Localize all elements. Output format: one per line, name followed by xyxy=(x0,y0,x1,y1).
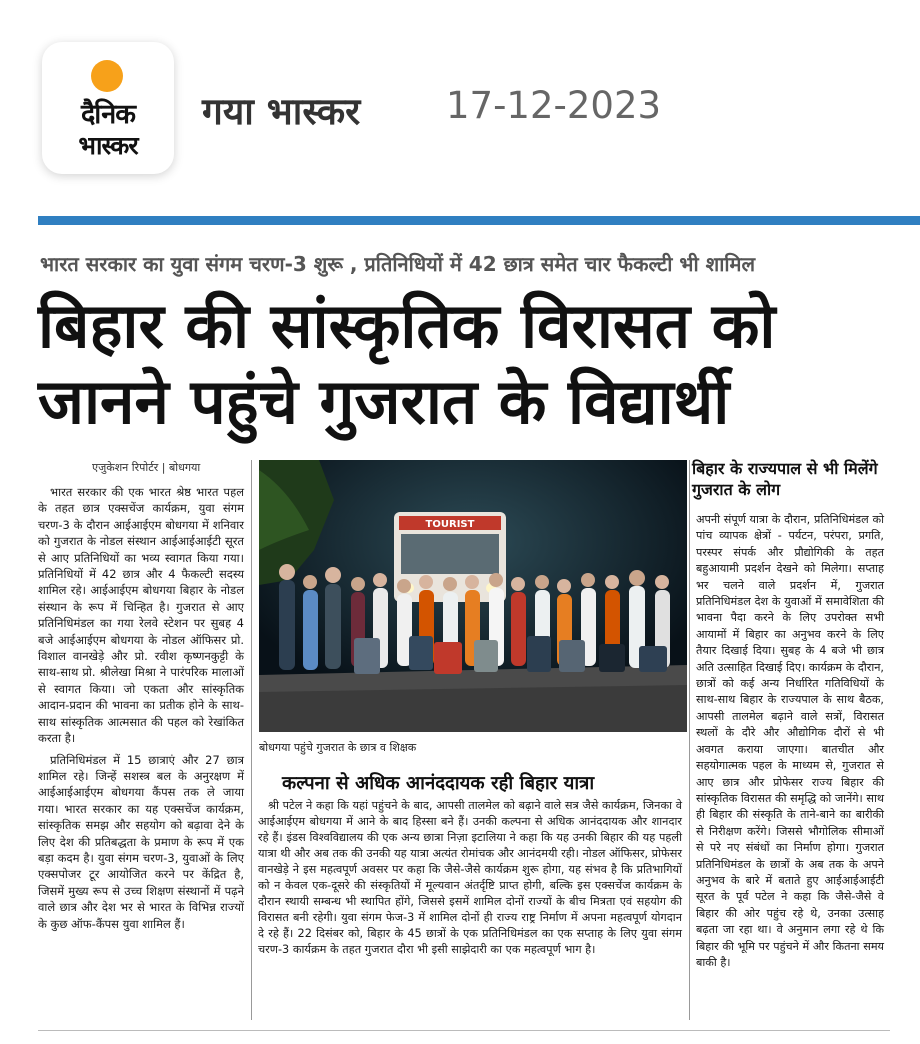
logo-line-1: दैनिक xyxy=(80,99,136,130)
bus-sign: TOURIST xyxy=(425,519,475,530)
byline: एजुकेशन रिपोर्टर | बोधगया xyxy=(92,461,201,474)
edition-date: 17-12-2023 xyxy=(446,84,662,127)
story3-paragraph: अपनी संपूर्ण यात्रा के दौरान, प्रतिनिधिमंडल को पांच व्यापक क्षेत्रों - पर्यटन, परंपरा, प्रगति, परस्पर संपर्क और प्रौद्योगिकी के तहत बहुआयामी प्रदर्शन देखने को मिलेगा। सप्ताह भर चलने वाले प्रदर्शन में, गुजरात प्रतिनिधिमंडल देश के युवाओं में समावेशिता की भावना पैदा करने के लिए उपरोक्त सभी आयामों में बिहार का अनुभव करने के लिए तैयार दिखाई दिया। सुबह के 4 बजे भी छात्र अति उत्साहित दिखाई दिए। कार्यक्रम के दौरान, छात्रों को कई अन्य निर्धारित गतिविधियों के साथ-साथ बिहार के राज्यपाल के साथ बैठक, आपसी तालमेल बढ़ाने वाले सत्रों, विरासत स्थलों के दौरे और औद्योगिक दौरों से भी अवगत कराया जाएगा। बातचीत और सहयोगात्मक पहल के माध्यम से, गुजरात से आए छात्र और प्रोफेसर राज्य बिहार की सांस्कृतिक विरासत की समृद्धि को जानेंगे। साथ ही बिहार की संस्कृति के ताने-बाने का बारीकी से निरीक्षण करेंगे। जिससे भौगोलिक सीमाओं से परे नए संबंधों का निर्माण होगा। गुजरात प्रतिनिधिमंडल के छात्रों के अब तक के अपने अनुभव के बारे में बताते हुए आईआईआईटी सूरत के पूर्व पटेल ने कहा कि जैसे-जैसे वे बिहार की ओर पहुंच रहे थे, उनका उत्साह बढ़ता जा रहा था। वे अनुमान लगा रहे थे कि बिहार की भूमि पर पहुंचने में और कितना समय बाकी है। xyxy=(696,513,884,969)
photo-caption: बोधगया पहुंचे गुजरात के छात्र व शिक्षक xyxy=(259,741,417,754)
dainik-bhaskar-logo xyxy=(42,42,174,174)
headline: बिहार की सांस्कृतिक विरासत को जानने पहुंचे गुजरात के विद्यार्थी xyxy=(38,289,776,438)
col1-paragraph-1: भारत सरकार की एक भारत श्रेष्ठ भारत पहल के तहत छात्र एक्सचेंज कार्यक्रम, युवा संगम चरण-3 के दौरान आईआईएम बोधगया में शनिवार को गुजरात के नोडल संस्थान आईआईआईटी सूरत से आए प्रतिनिधियों का भव्य स्वागत किया गया। प्रतिनिधियों में 42 छात्र और 4 फैकल्टी सदस्य शामिल रहे। आईआईएम बोधगया बिहार के नोडल संस्थान के रूप में चिन्हित है। गुजरात से आए प्रतिनिधिमंडल का गया रेलवे स्टेशन पर सुबह 4 बजे आईआईएम बोधगया के नोडल ऑफिसर प्रो. विशाल वानखेड़े और प्रो. रवीश कृष्णनकुट्टी के साथ-साथ प्रो. श्रीलेखा मिश्रा ने पारंपरिक मालाओं से स्वागत किया। जो एकता और सांस्कृतिक आदान-प्रदान की भावना का प्रतीक होने के साथ-साथ सांस्कृतिक आत्मसात की पहल को रेखांकित करता है। xyxy=(38,485,244,746)
story2-subhead: कल्पना से अधिक आनंददायक रही बिहार यात्रा xyxy=(282,773,595,794)
column-divider xyxy=(251,460,252,1020)
kicker: भारत सरकार का युवा संगम चरण-3 शुरू , प्रतिनिधियों में 42 छात्र समेत चार फैकल्टी भी शामिल xyxy=(40,252,756,276)
story3-body xyxy=(696,512,884,976)
edition-title: गया भास्कर xyxy=(202,90,361,133)
group-photo-illustration xyxy=(259,460,687,732)
story3-subhead: बिहार के राज्यपाल से भी मिलेंगे गुजरात के लोग xyxy=(692,459,878,499)
story2-body xyxy=(258,798,682,963)
column-1 xyxy=(38,484,244,937)
col1-paragraph-2: प्रतिनिधिमंडल में 15 छात्राएं और 27 छात्र शामिल रहे। जिन्हें सशस्त्र बल के अनुरक्षण में आईआईआईएम बोधगया कैंपस तक ले जाया गया। भारत सरकार का यह एक्सचेंज कार्यक्रम, सांस्कृतिक समझ और सहयोग को बढ़ावा देने के लिए देश की प्रतिबद्धता के प्रमाण के रूप में एक बड़ा कदम है। युवा संगम चरण-3, युवाओं के लिए एक्सपोजर टूर आयोजित करने पर केंद्रित है, जिसमें मुख्य रूप से उच्च शिक्षण संस्थानों में पढ़ने वाले छात्र और देश भर से भारत के विभिन्न राज्यों के कुछ ऑफ-कैंपस युवा शामिल हैं। xyxy=(38,752,244,931)
column-divider xyxy=(689,460,690,1020)
logo-line-2: भास्कर xyxy=(78,131,138,160)
bottom-rule xyxy=(38,1030,890,1031)
sun-icon xyxy=(91,60,123,92)
header-rule xyxy=(38,216,920,225)
news-photo xyxy=(259,460,687,732)
story2-paragraph: श्री पटेल ने कहा कि यहां पहुंचने के बाद, आपसी तालमेल को बढ़ाने वाले सत्र जैसे कार्यक्रम, जिनका वे आईआईएम बोधगया में आने के बाद हिस्सा बने हैं। उनकी कल्पना से अधिक आनंददायक और शानदार रहे हैं। इंडस विश्वविद्यालय की एक अन्य छात्रा निज़ा इटालिया ने कहा कि यह उनकी बिहार की यह पहली यात्रा थी और अब तक की उनकी यह यात्रा अत्यंत रोमांचक और आनंदमयी रही। नोडल ऑफिसर, प्रोफेसर वानखेड़े ने इस महत्वपूर्ण अवसर पर कहा कि जैसे-जैसे कार्यक्रम शुरू होगा, यह संभव है कि प्रतिभागियों को न केवल एक-दूसरे की संस्कृतियों में मूल्यवान अंतर्दृष्टि प्राप्त होगी, बल्कि इस एक्सचेंज कार्यक्रम के दौरान स्थायी सम्बन्ध भी स्थापित होंगे, जिससे इसमें शामिल दोनों राज्यों के बीच मित्रता एवं सहयोग की विरासत बनी रहेगी। युवा संगम फेज-3 में शामिल दोनों ही राज्य राष्ट्र निर्माण में अपना महत्वपूर्ण योगदान दे रहे हैं। 22 दिसंबर को, बिहार के 45 छात्रों के एक प्रतिनिधिमंडल का एक सप्ताह के लिए युवा संगम चरण-3 कार्यक्रम के तहत गुजरात दौरा भी इसी साझेदारी का एक महत्वपूर्ण भाग है। xyxy=(258,799,682,956)
